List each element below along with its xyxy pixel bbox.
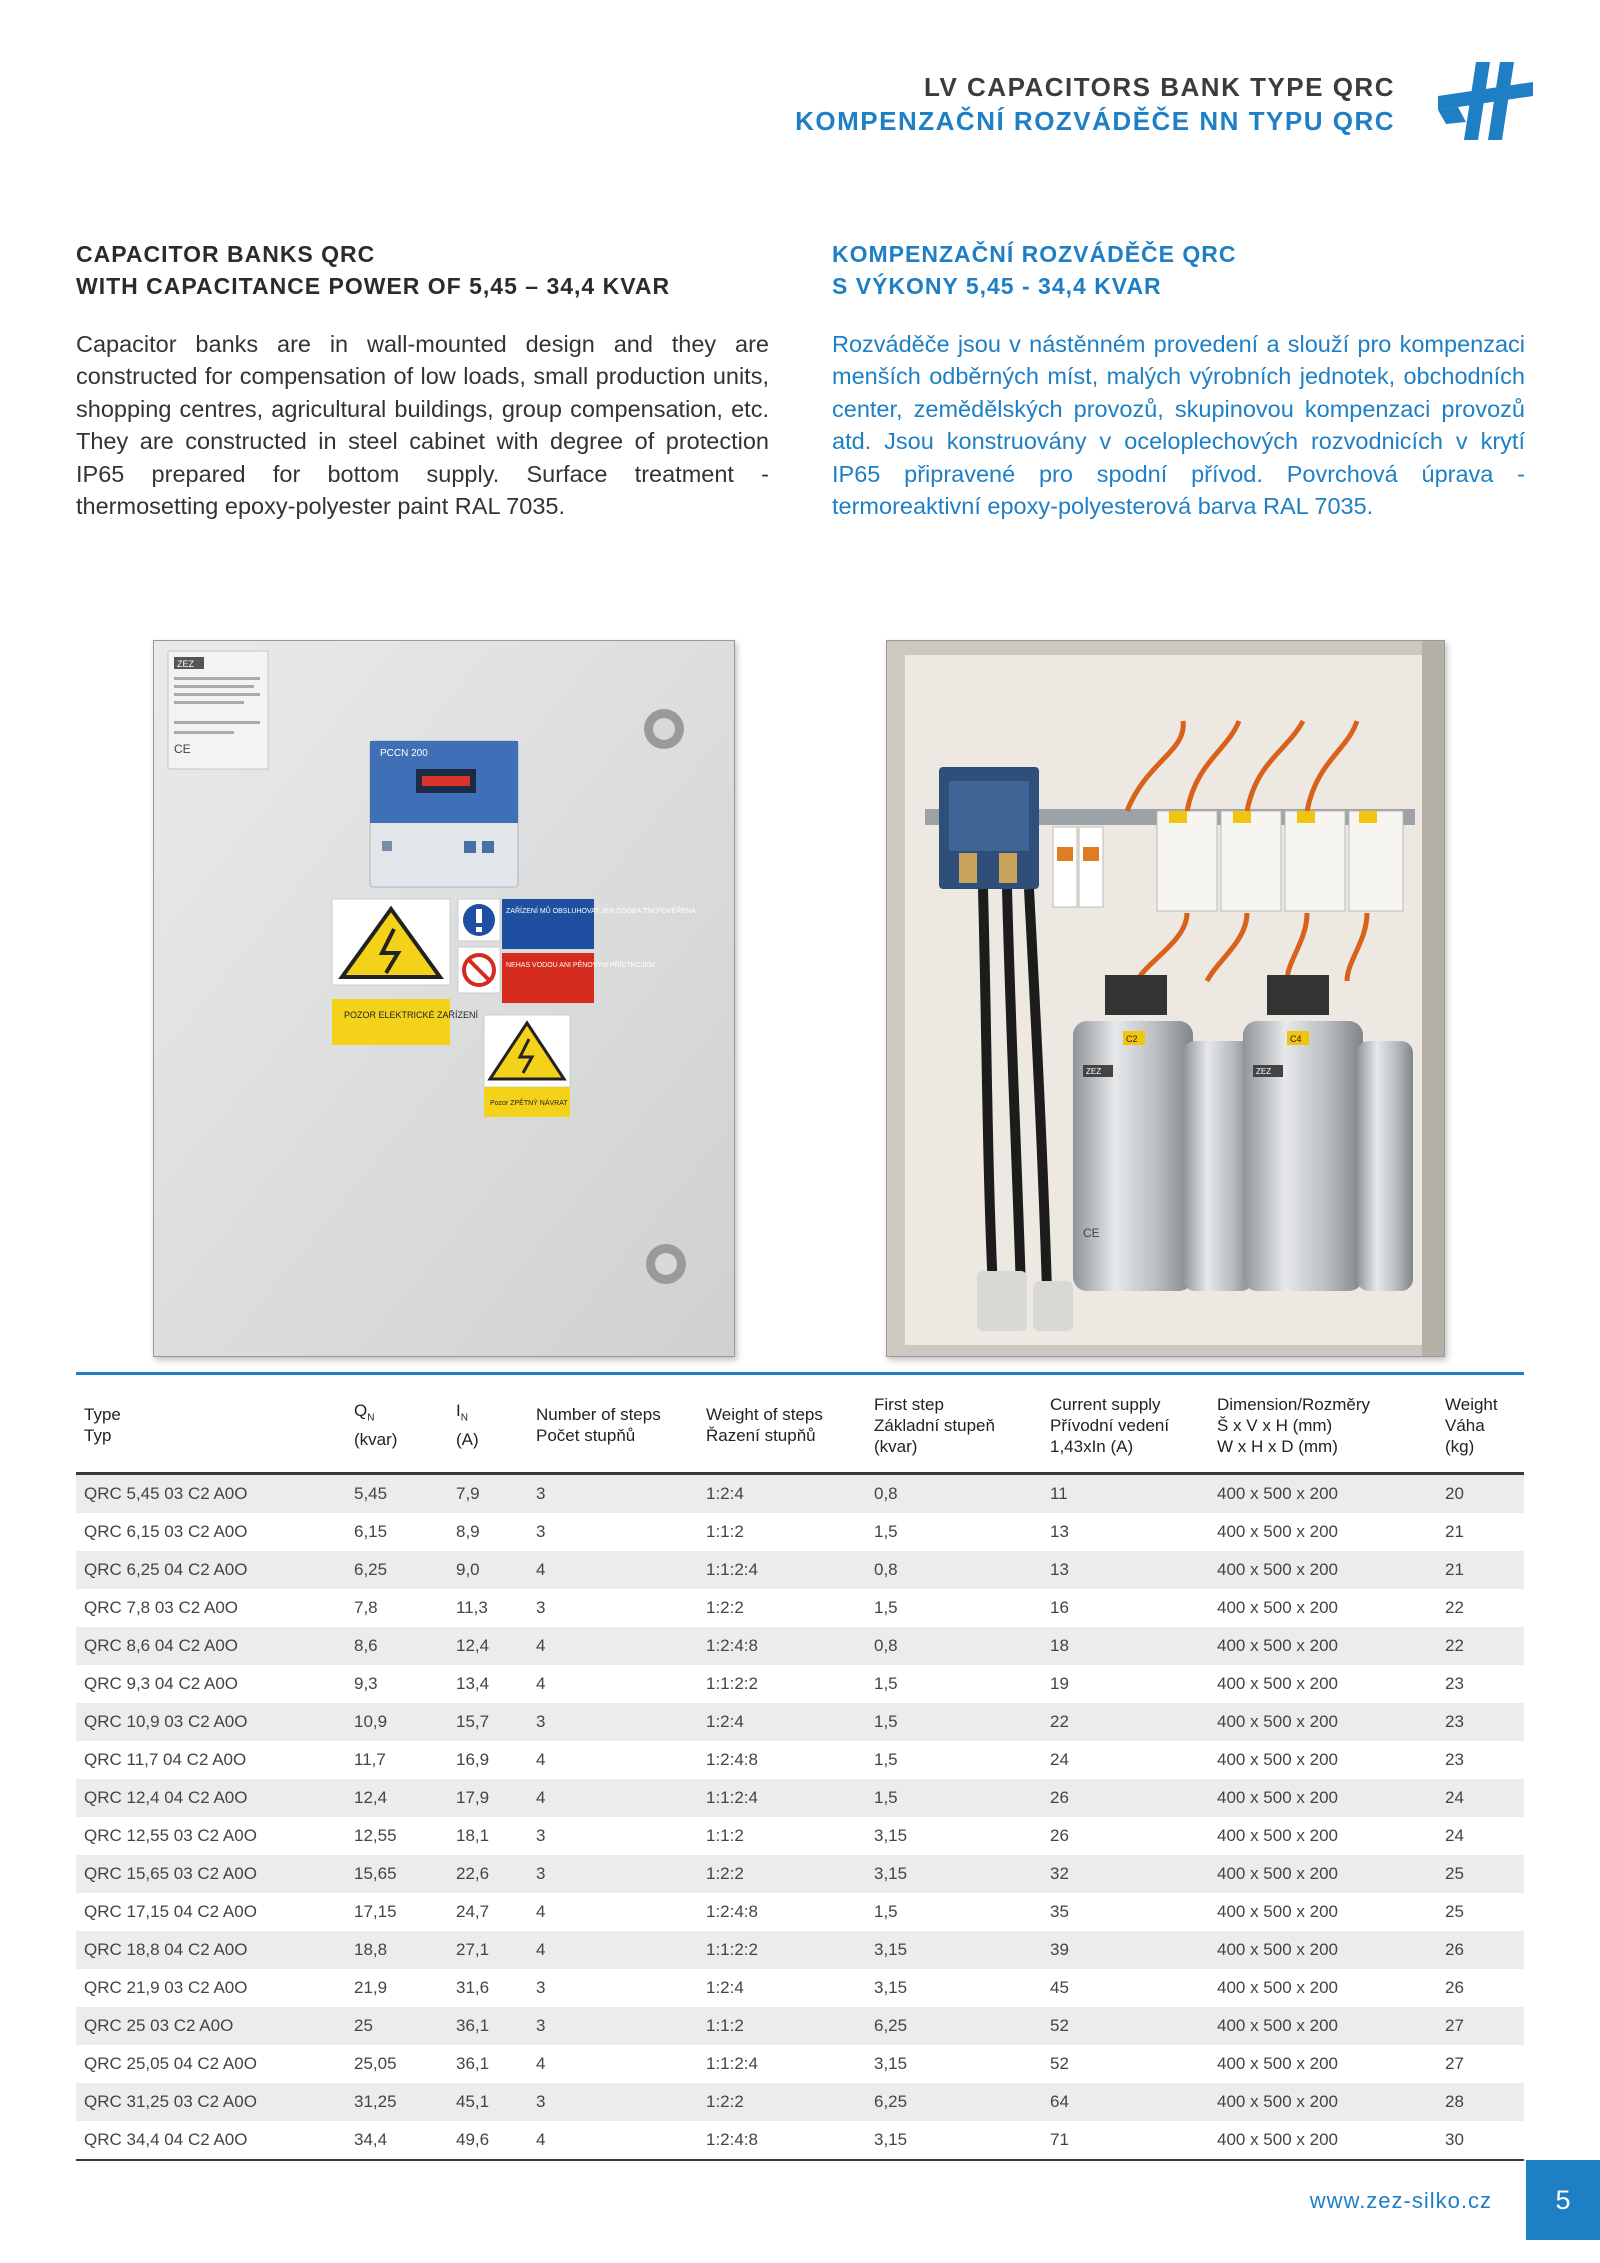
table-cell: 1:2:4:8 <box>706 1750 758 1769</box>
table-row <box>76 1589 1524 1627</box>
table-cell: 18 <box>1042 1627 1209 1665</box>
table-row <box>76 1513 1524 1551</box>
page-number: 5 <box>1526 2160 1600 2240</box>
table-cell: 28 <box>1437 2083 1524 2121</box>
table-cell: 4 <box>536 1750 546 1769</box>
table-cell: 4 <box>528 1931 698 1969</box>
column-header: Number of steps Počet stupňů <box>528 1378 698 1474</box>
cable-gland-1 <box>977 1271 1027 1331</box>
table-cell: 1:2:2 <box>706 1598 744 1617</box>
capacitor-c4 <box>1243 975 1363 1291</box>
table-cell: 8,6 <box>346 1627 448 1665</box>
table-cell: 13 <box>1050 1522 1069 1541</box>
table-cell: 52 <box>1042 2007 1209 2045</box>
table-cell: 1,5 <box>874 1674 898 1693</box>
table-cell: QRC 5,45 03 C2 A0O <box>76 1474 346 1514</box>
table-cell: 3 <box>536 1978 546 1997</box>
table-cell: QRC 6,15 03 C2 A0O <box>84 1522 248 1541</box>
table-cell: 400 x 500 x 200 <box>1209 2083 1437 2121</box>
table-cell: 23 <box>1445 1674 1464 1693</box>
table-row <box>76 1893 1524 1931</box>
svg-text:ZEZ: ZEZ <box>1086 1067 1102 1076</box>
table-cell: 32 <box>1042 1855 1209 1893</box>
table-row <box>76 2121 1524 2160</box>
table-cell: QRC 17,15 04 C2 A0O <box>84 1902 257 1921</box>
table-cell: 26 <box>1050 1826 1069 1845</box>
table-cell: 9,3 <box>354 1674 378 1693</box>
table-cell: 22 <box>1437 1627 1524 1665</box>
table-cell: 71 <box>1042 2121 1209 2160</box>
table-cell: 4 <box>536 1902 546 1921</box>
header-title-cz: KOMPENZAČNÍ ROZVÁDĚČE NN TYPU QRC <box>795 106 1395 136</box>
table-cell: 22 <box>1042 1703 1209 1741</box>
table-cell: QRC 18,8 04 C2 A0O <box>76 1931 346 1969</box>
qrc-spec-table <box>76 1378 1524 2161</box>
table-cell: 3 <box>536 1826 546 1845</box>
table-cell: 1,5 <box>874 1902 898 1921</box>
column-header: Dimension/Rozměry Š x V x H (mm) W x H x D (mm) <box>1209 1378 1437 1474</box>
table-cell: 400 x 500 x 200 <box>1209 1474 1437 1514</box>
table-cell: 16,9 <box>456 1750 490 1769</box>
svg-text:Pozor ZPĚTNÝ NÁVRAT: Pozor ZPĚTNÝ NÁVRAT <box>490 1100 568 1107</box>
table-row <box>76 1741 1524 1779</box>
table-cell: 31,25 <box>346 2083 448 2121</box>
table-cell: 0,8 <box>866 1551 1042 1589</box>
table-cell: 39 <box>1042 1931 1209 1969</box>
power-factor-controller <box>370 741 518 887</box>
table-cell: 7,9 <box>448 1474 528 1514</box>
table-cell: 27 <box>1437 2007 1524 2045</box>
table-cell: 5,45 <box>346 1474 448 1514</box>
table-row <box>76 1817 1524 1855</box>
table-cell: QRC 21,9 03 C2 A0O <box>84 1978 248 1997</box>
table-cell: 400 x 500 x 200 <box>1217 1826 1338 1845</box>
table-cell: 35 <box>1050 1902 1069 1921</box>
table-cell: 24,7 <box>456 1902 490 1921</box>
table-cell: 1:2:4 <box>706 1978 744 1997</box>
table-cell: 21 <box>1437 1551 1524 1589</box>
table-cell: 18,1 <box>456 1826 490 1845</box>
table-cell: 36,1 <box>448 2007 528 2045</box>
svg-text:NEHAS VODOU ANI PĚNOVÝM PŘÍSTR: NEHAS VODOU ANI PĚNOVÝM PŘÍSTROJEM <box>506 962 655 969</box>
table-cell: 3 <box>536 1598 546 1617</box>
table-cell: 27 <box>1445 2054 1464 2073</box>
table-cell: 3,15 <box>874 1978 908 1997</box>
table-cell: QRC 25 03 C2 A0O <box>76 2007 346 2045</box>
svg-text:C4: C4 <box>1290 1034 1302 1044</box>
table-header-row <box>76 1378 1524 1474</box>
capacitor-c5 <box>1357 1041 1413 1291</box>
table-row <box>76 2007 1524 2045</box>
table-cell: 4 <box>528 1551 698 1589</box>
table-cell: 400 x 500 x 200 <box>1209 1931 1437 1969</box>
table-cell: 1,5 <box>866 1703 1042 1741</box>
table-cell: 1:2:2 <box>698 2083 866 2121</box>
table-cell: 1,5 <box>874 1522 898 1541</box>
table-cell: 22,6 <box>448 1855 528 1893</box>
table-cell: 3,15 <box>866 2121 1042 2160</box>
table-cell: QRC 12,55 03 C2 A0O <box>84 1826 257 1845</box>
table-cell: 24 <box>1437 1779 1524 1817</box>
table-cell: 3 <box>536 1522 546 1541</box>
table-cell: 49,6 <box>448 2121 528 2160</box>
table-cell: QRC 34,4 04 C2 A0O <box>76 2121 346 2160</box>
table-cell: 400 x 500 x 200 <box>1209 1627 1437 1665</box>
contactors <box>1157 811 1403 911</box>
page-header <box>795 70 1395 138</box>
table-cell: 400 x 500 x 200 <box>1217 1978 1338 1997</box>
table-cell: 34,4 <box>346 2121 448 2160</box>
table-cell: 400 x 500 x 200 <box>1209 1703 1437 1741</box>
table-cell: 0,8 <box>866 1474 1042 1514</box>
capacitor-c2 <box>1073 975 1193 1291</box>
table-cell: 1,5 <box>874 1598 898 1617</box>
main-switch <box>939 767 1039 889</box>
table-cell: 11 <box>1042 1474 1209 1514</box>
table-cell: 1:1:2 <box>698 2007 866 2045</box>
table-cell: 22 <box>1445 1598 1464 1617</box>
table-cell: 1:1:2:4 <box>698 1779 866 1817</box>
table-cell: 1:1:2 <box>706 1522 744 1541</box>
cabinet-closed-illustration <box>154 641 734 1356</box>
table-cell: 400 x 500 x 200 <box>1209 2121 1437 2160</box>
table-row <box>76 1665 1524 1703</box>
table-cell: 400 x 500 x 200 <box>1217 1674 1338 1693</box>
table-cell: QRC 10,9 03 C2 A0O <box>76 1703 346 1741</box>
table-top-rule <box>76 1372 1524 1375</box>
table-cell: 26 <box>1437 1931 1524 1969</box>
photo-cabinet-open <box>886 640 1445 1357</box>
table-cell: 25 <box>346 2007 448 2045</box>
table-cell: 64 <box>1042 2083 1209 2121</box>
table-cell: 6,25 <box>866 2007 1042 2045</box>
table-cell: 21 <box>1445 1522 1464 1541</box>
svg-text:CE: CE <box>1083 1226 1100 1240</box>
table-cell: 400 x 500 x 200 <box>1217 1522 1338 1541</box>
table-cell: QRC 6,25 04 C2 A0O <box>76 1551 346 1589</box>
table-cell: 4 <box>528 1779 698 1817</box>
table-cell: 3 <box>528 1474 698 1514</box>
svg-text:ZEZ: ZEZ <box>1256 1067 1272 1076</box>
table-cell: 1:1:2:2 <box>698 1931 866 1969</box>
table-cell: 17,9 <box>448 1779 528 1817</box>
table-cell: 3,15 <box>874 1826 908 1845</box>
table-row <box>76 1703 1524 1741</box>
table-row <box>76 1627 1524 1665</box>
table-cell: QRC 12,4 04 C2 A0O <box>76 1779 346 1817</box>
table-cell: 3 <box>528 1855 698 1893</box>
table-cell: 12,4 <box>346 1779 448 1817</box>
table-body <box>76 1474 1524 2161</box>
intro-body-cz: Rozváděče jsou v nástěnném provedení a slouží pro kompenzaci menších odběrných míst, malých výrobních jednotek, obchodních center, zemědělských provozů, skupinovou kompenzaci provozů atd. Jsou konstruovány v oceloplechových rozvodnicích v krytí IP65 připravené pro spodní přívod. Povrchová úprava - termoreaktivní epoxy-polyesterová barva RAL 7035. <box>832 331 1525 520</box>
intro-body-en: Capacitor banks are in wall-mounted design and they are constructed for compensation of low loads, small production units, shopping centres, agricultural buildings, group compensation, etc. They are constructed in steel cabinet with degree of protection IP65 prepared for bottom supply. Surface treatment - thermosetting epoxy-polyester paint RAL 7035. <box>76 331 769 520</box>
table-cell: 400 x 500 x 200 <box>1209 1551 1437 1589</box>
table-cell: 9,0 <box>448 1551 528 1589</box>
table-cell: 20 <box>1437 1474 1524 1514</box>
column-header: First step Základní stupeň (kvar) <box>866 1378 1042 1474</box>
table-row <box>76 1969 1524 2007</box>
svg-text:CE: CE <box>174 742 191 756</box>
table-cell: 1:1:2:4 <box>706 2054 758 2073</box>
header-title-en: LV CAPACITORS BANK TYPE QRC <box>924 72 1395 102</box>
intro-english <box>76 238 769 522</box>
table-cell: 400 x 500 x 200 <box>1209 1779 1437 1817</box>
table-cell: 13 <box>1042 1551 1209 1589</box>
table-cell: 23 <box>1437 1703 1524 1741</box>
table-cell: 13,4 <box>456 1674 490 1693</box>
table-cell: 45 <box>1050 1978 1069 1997</box>
table-cell: 31,6 <box>456 1978 490 1997</box>
table-cell: 27,1 <box>448 1931 528 1969</box>
table-cell: 3 <box>528 1703 698 1741</box>
table-row <box>76 2045 1524 2083</box>
table-cell: 25 <box>1445 1902 1464 1921</box>
table-cell: 4 <box>528 1627 698 1665</box>
table-cell: 8,9 <box>456 1522 480 1541</box>
table-cell: 23 <box>1445 1750 1464 1769</box>
table-cell: 1:2:4:8 <box>706 1902 758 1921</box>
table-cell: QRC 31,25 03 C2 A0O <box>76 2083 346 2121</box>
table-cell: 1:1:2 <box>706 1826 744 1845</box>
cable-gland-2 <box>1033 1281 1073 1331</box>
column-header: Current supply Přívodní vedení 1,43xIn (A) <box>1042 1378 1209 1474</box>
table-cell: 4 <box>536 2054 546 2073</box>
company-logo <box>1438 60 1533 142</box>
svg-text:POZOR ELEKTRICKÉ ZAŘÍZENÍ: POZOR ELEKTRICKÉ ZAŘÍZENÍ <box>344 1010 479 1020</box>
table-cell: 15,7 <box>448 1703 528 1741</box>
column-header: $I_N$ (A) <box>448 1378 528 1474</box>
svg-text:ZEZ: ZEZ <box>177 659 194 669</box>
table-cell: 24 <box>1050 1750 1069 1769</box>
table-cell: 400 x 500 x 200 <box>1217 2054 1338 2073</box>
table-cell: 10,9 <box>346 1703 448 1741</box>
table-cell: 0,8 <box>866 1627 1042 1665</box>
table-cell: 1,5 <box>874 1750 898 1769</box>
table-cell: 4 <box>536 1674 546 1693</box>
table-cell: 17,15 <box>354 1902 397 1921</box>
table-row <box>76 2083 1524 2121</box>
table-cell: QRC 15,65 03 C2 A0O <box>76 1855 346 1893</box>
table-cell: QRC 8,6 04 C2 A0O <box>76 1627 346 1665</box>
table-cell: 1:2:4 <box>698 1703 866 1741</box>
table-cell: 25,05 <box>354 2054 397 2073</box>
table-cell: 30 <box>1437 2121 1524 2160</box>
table-cell: QRC 25,05 04 C2 A0O <box>84 2054 257 2073</box>
table-cell: 400 x 500 x 200 <box>1209 2007 1437 2045</box>
table-cell: 6,25 <box>346 1551 448 1589</box>
table-cell: 24 <box>1445 1826 1464 1845</box>
table-row <box>76 1855 1524 1893</box>
intro-czech <box>832 238 1525 522</box>
table-cell: 6,15 <box>354 1522 388 1541</box>
table-cell: 400 x 500 x 200 <box>1217 1902 1338 1921</box>
column-header: Weight Váha (kg) <box>1437 1378 1524 1474</box>
svg-text:C2: C2 <box>1126 1034 1138 1044</box>
table-cell: 25 <box>1437 1855 1524 1893</box>
table-cell: QRC 11,7 04 C2 A0O <box>84 1750 247 1769</box>
table-cell: QRC 7,8 03 C2 A0O <box>84 1598 239 1617</box>
table-cell: 19 <box>1050 1674 1069 1693</box>
table-cell: 3,15 <box>866 1855 1042 1893</box>
nameplate <box>168 651 268 769</box>
intro-heading-cz: KOMPENZAČNÍ ROZVÁDĚČE QRC S VÝKONY 5,45 - 34,4 KVAR <box>832 241 1237 299</box>
table-cell: 11,3 <box>456 1598 488 1617</box>
table-cell: 400 x 500 x 200 <box>1209 1855 1437 1893</box>
table-cell: 400 x 500 x 200 <box>1217 1750 1338 1769</box>
table-cell: 1:2:4 <box>698 1474 866 1514</box>
table-cell: 3,15 <box>866 1931 1042 1969</box>
small-warning-sign <box>484 1015 570 1117</box>
table-cell: 52 <box>1050 2054 1069 2073</box>
svg-text:ZAŘÍZENÍ MŮ OBSLUHOVAT JEN OSO: ZAŘÍZENÍ MŮ OBSLUHOVAT JEN OSOBA TÍM POVĚŘENÁ <box>506 908 696 915</box>
table-row <box>76 1779 1524 1817</box>
capacitor-c3 <box>1183 1041 1253 1291</box>
table-cell: 4 <box>528 2121 698 2160</box>
column-header: $Q_N$ (kvar) <box>346 1378 448 1474</box>
table-cell: 21,9 <box>354 1978 388 1997</box>
table-cell: 1:2:4:8 <box>698 2121 866 2160</box>
table-cell: 26 <box>1445 1978 1464 1997</box>
table-cell: 11,7 <box>354 1750 386 1769</box>
table-row <box>76 1474 1524 1514</box>
table-cell: 1:1:2:4 <box>698 1551 866 1589</box>
table-cell: 1:2:4:8 <box>698 1627 866 1665</box>
table-cell: 3,15 <box>874 2054 908 2073</box>
footer-website[interactable]: www.zez-silko.cz <box>1309 2188 1492 2213</box>
table-cell: 1,5 <box>866 1779 1042 1817</box>
table-cell: 26 <box>1042 1779 1209 1817</box>
table-row <box>76 1931 1524 1969</box>
table-cell: 3 <box>528 2007 698 2045</box>
intro-heading-en: CAPACITOR BANKS QRC WITH CAPACITANCE POWER OF 5,45 – 34,4 KVAR <box>76 241 671 299</box>
table-cell: 6,25 <box>866 2083 1042 2121</box>
table-cell: 45,1 <box>448 2083 528 2121</box>
table-cell: 16 <box>1050 1598 1069 1617</box>
column-header: Weight of steps Řazení stupňů <box>698 1378 866 1474</box>
table-cell: 1:1:2:2 <box>706 1674 758 1693</box>
table-cell: QRC 9,3 04 C2 A0O <box>84 1674 239 1693</box>
table-cell: 15,65 <box>346 1855 448 1893</box>
table-cell: 36,1 <box>456 2054 490 2073</box>
table-cell: 12,55 <box>354 1826 397 1845</box>
cabinet-open-illustration <box>887 641 1444 1356</box>
table-cell: 18,8 <box>346 1931 448 1969</box>
svg-text:PCCN 200: PCCN 200 <box>380 748 428 759</box>
table-row <box>76 1551 1524 1589</box>
table-cell: 7,8 <box>354 1598 378 1617</box>
table-cell: 3 <box>528 2083 698 2121</box>
column-header: Type Typ <box>76 1378 346 1474</box>
photo-cabinet-closed <box>153 640 735 1357</box>
table-cell: 1:2:2 <box>698 1855 866 1893</box>
table-cell: 400 x 500 x 200 <box>1217 1598 1338 1617</box>
table-cell: 12,4 <box>448 1627 528 1665</box>
